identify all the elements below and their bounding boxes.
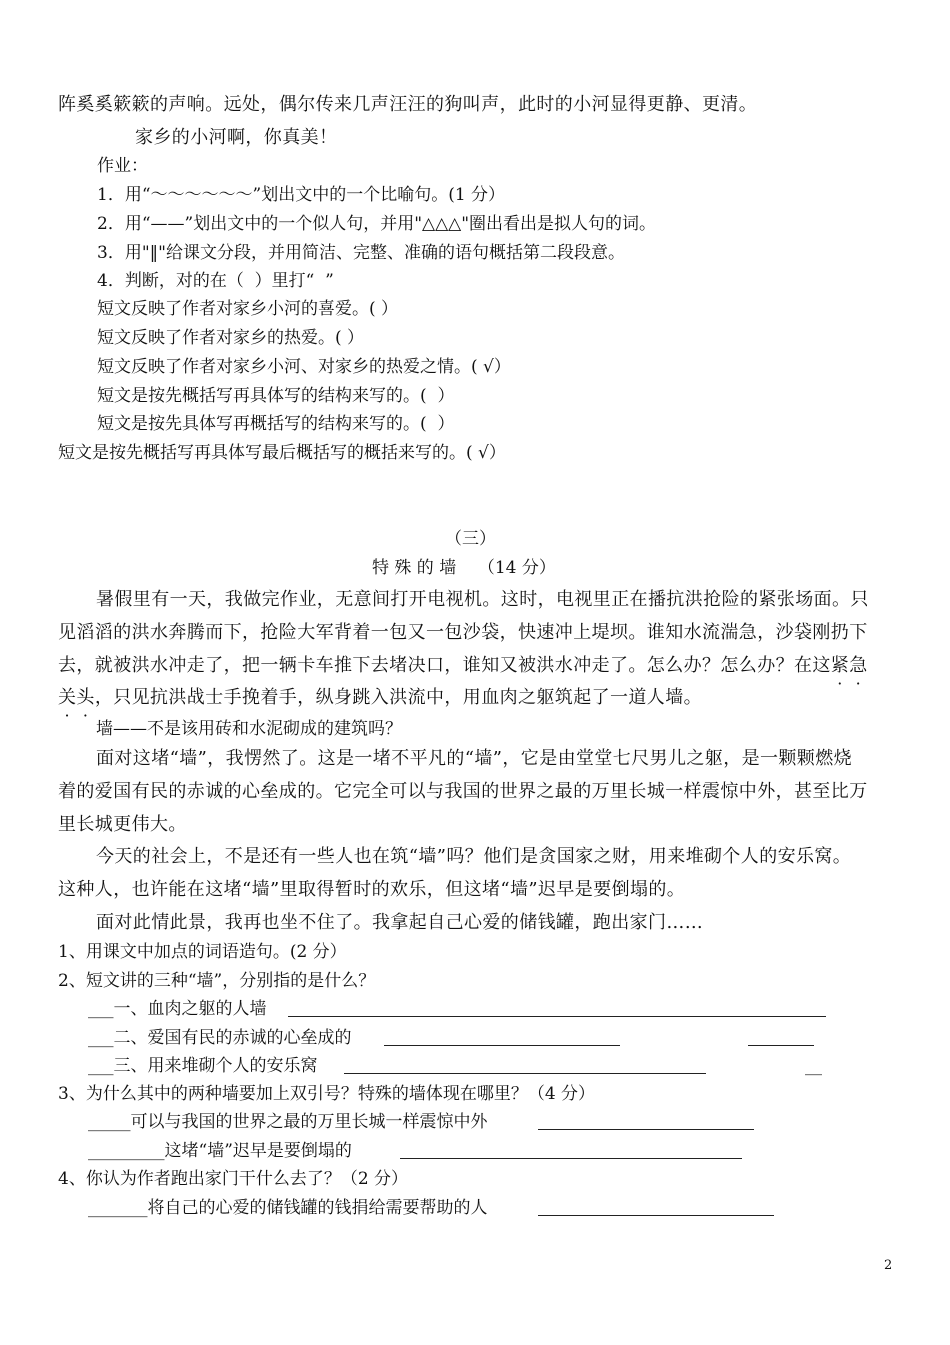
dotted-character: 关 (58, 687, 77, 708)
answer-underline (400, 1158, 742, 1159)
passage-line: 面对这堵“墙”，我愣然了。这是一堵不平凡的“墙”，它是由堂堂七尺男儿之躯，是一颗颗燃烧 (96, 748, 853, 769)
answer-underline (384, 1045, 620, 1046)
passage-text: 去，就被洪水冲走了，把一辆卡车推下去堵决口，谁知又被洪水冲走了。怎么办？怎么办？在这 (58, 655, 831, 676)
answer-text: 这堵“墙”迟早是要倒塌的 (164, 1141, 352, 1161)
answer-underline (538, 1129, 754, 1130)
section-title: 特 殊 的 墙 （14 分） (372, 558, 556, 578)
answer-blank: _______ (88, 1198, 148, 1218)
judgment-item: 短文是按先概括写再具体写的结构来写的。( ） (97, 386, 455, 406)
question-2: 2、短文讲的三种“墙”，分别指的是什么？ (58, 971, 376, 991)
answer-blank: _____ (88, 1112, 131, 1132)
answer-blank: ___ (88, 999, 114, 1019)
judgment-item: 短文是按先概括写再具体写最后概括写的概括来写的。( √） (58, 443, 506, 463)
homework-question-2: 2．用“——”划出文中的一个似人句，并用"△△△"圈出看出是拟人句的词。 (97, 214, 657, 234)
judgment-item: 短文是按先具体写再概括写的结构来写的。( ） (97, 414, 455, 434)
passage-text: ，只见抗洪战士手挽着手，纵身跳入洪流中，用血肉之躯筑起了一道人墙。 (94, 687, 703, 708)
passage-continuation-line: 阵奚奚簌簌的声响。远处，偶尔传来几声汪汪的狗叫声，此时的小河显得更静、更清。 (58, 94, 758, 115)
passage-closing-line: 家乡的小河啊，你真美！ (135, 127, 338, 148)
question-4: 4、你认为作者跑出家门干什么去了？（2 分） (58, 1169, 409, 1189)
dotted-character: 头 (76, 687, 95, 708)
homework-question-3: 3．用"‖"给课文分段，并用简洁、完整、准确的语句概括第二段段意。 (97, 243, 625, 263)
passage-line: 墙——不是该用砖和水泥砌成的建筑吗？ (96, 719, 402, 739)
dotted-character: 紧 (830, 655, 850, 676)
answer-blank: ___ (88, 1028, 114, 1048)
answer-blank: _________ (88, 1141, 165, 1161)
passage-line: 里长城更伟大。 (58, 814, 187, 835)
answer-text: 二、爱国有民的赤诚的心垒成的 (113, 1028, 352, 1048)
passage-line: 这种人，也许能在这堵“墙”里取得暂时的欢乐，但这堵“墙”迟早是要倒塌的。 (58, 879, 686, 900)
homework-question-4: 4．判断，对的在（ ）里打“ ” (97, 271, 334, 291)
homework-question-1: 1．用“～～～～～～”划出文中的一个比喻句。(1 分） (97, 185, 506, 205)
answer-underline (538, 1215, 774, 1216)
question-1: 1、用课文中加点的词语造句。(2 分） (58, 942, 347, 962)
answer-underline (748, 1045, 814, 1046)
passage-line: 面对此情此景，我再也坐不住了。我拿起自己心爱的储钱罐，跑出家门…… (96, 912, 704, 933)
answer-blank: ___ (88, 1056, 114, 1076)
section-number: （三） (445, 529, 496, 549)
judgment-item: 短文反映了作者对家乡的热爱。( ） (97, 328, 365, 348)
answer-text: 一、血肉之躯的人墙 (113, 999, 267, 1019)
answer-underline (344, 1073, 706, 1074)
passage-line (58, 687, 702, 709)
answer-line (88, 1197, 488, 1219)
passage-line: 今天的社会上，不是还有一些人也在筑“墙”吗？他们是贪国家之财，用来堆砌个人的安乐窝。 (96, 846, 852, 867)
answer-text: 可以与我国的世界之最的万里长城一样震惊中外 (130, 1112, 488, 1132)
judgment-item: 短文反映了作者对家乡小河的喜爱。( ） (97, 299, 399, 319)
passage-line (58, 655, 868, 677)
question-3: 3、为什么其中的两种墙要加上双引号？特殊的墙体现在哪里？（4 分） (58, 1084, 596, 1104)
answer-line (88, 1055, 318, 1077)
homework-label: 作业： (97, 156, 148, 176)
passage-line: 见滔滔的洪水奔腾而下，抢险大军背着一包又一包沙袋，快速冲上堤坝。谁知水流湍急，沙袋刚扔下 (58, 622, 868, 643)
answer-line (88, 998, 267, 1020)
answer-line (88, 1111, 488, 1133)
dotted-character: 急 (849, 655, 868, 676)
answer-text: 三、用来堆砌个人的安乐窝 (113, 1056, 318, 1076)
answer-line (88, 1027, 352, 1049)
answer-line (88, 1140, 352, 1162)
passage-line: 着的爱国有民的赤诚的心垒成的。它完全可以与我国的世界之最的万里长城一样震惊中外，甚至比万 (58, 781, 868, 802)
judgment-item: 短文反映了作者对家乡小河、对家乡的热爱之情。( √） (97, 357, 511, 377)
answer-text: 将自己的心爱的储钱罐的钱捐给需要帮助的人 (147, 1198, 488, 1218)
answer-underline (288, 1016, 826, 1017)
passage-line: 暑假里有一天，我做完作业，无意间打开电视机。这时，电视里正在播抗洪抢险的紧张场面。只 (96, 589, 869, 610)
page-number: 2 (884, 1258, 893, 1273)
answer-blank: __ (805, 1056, 822, 1076)
